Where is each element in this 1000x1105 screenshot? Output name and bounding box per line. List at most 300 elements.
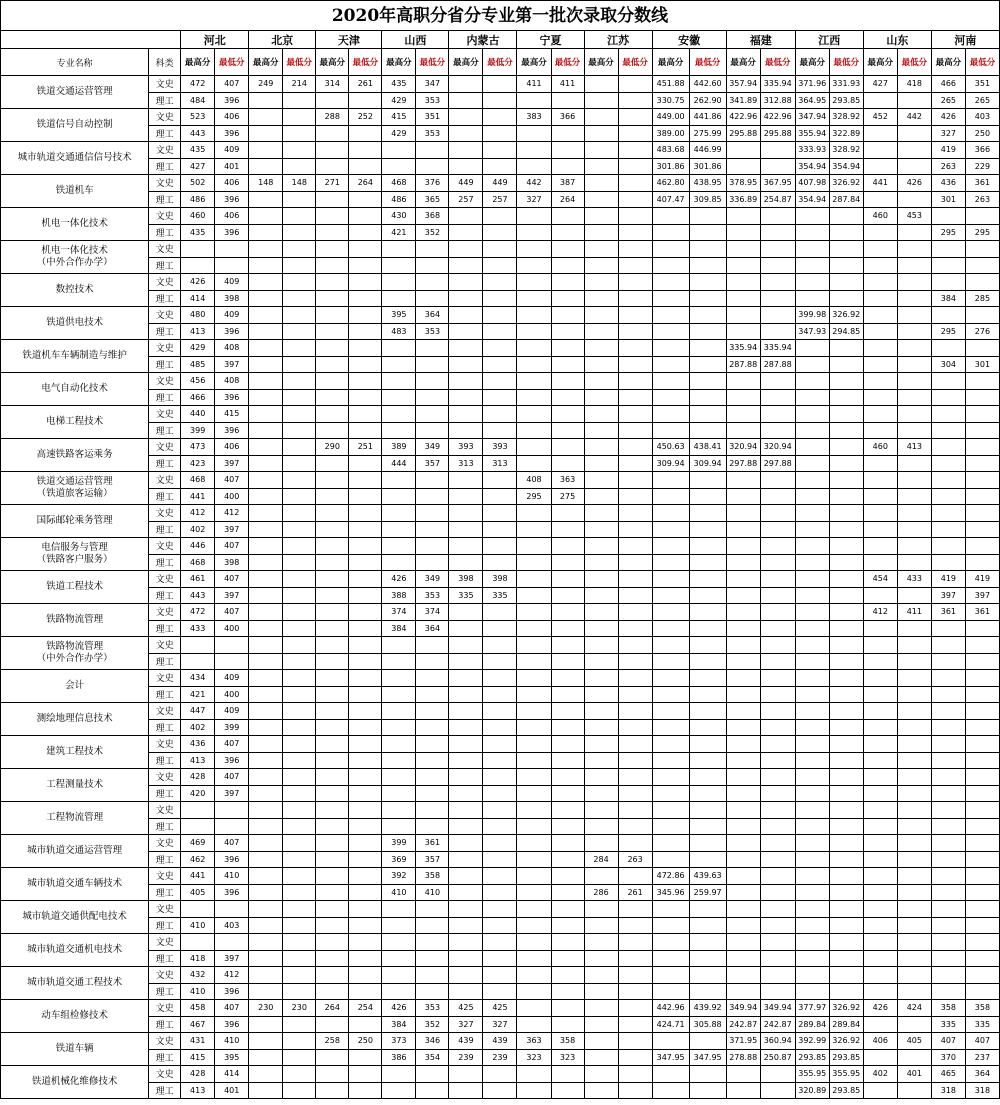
low-score-cell xyxy=(349,422,382,439)
low-score-cell xyxy=(897,406,931,423)
low-score-cell xyxy=(618,175,652,192)
low-score-cell: 363 xyxy=(551,472,584,489)
low-score-cell xyxy=(965,554,999,571)
low-score-cell xyxy=(965,851,999,868)
high-score-cell xyxy=(726,950,760,967)
low-score-cell xyxy=(689,917,726,934)
low-score-cell xyxy=(349,802,382,819)
high-score-cell: 426 xyxy=(382,1000,416,1017)
low-score-cell xyxy=(618,224,652,241)
high-score-cell xyxy=(449,406,483,423)
low-score-cell xyxy=(551,785,584,802)
low-score-cell xyxy=(829,488,863,505)
high-score-cell: 399 xyxy=(181,422,215,439)
low-score-cell xyxy=(829,620,863,637)
low-score-cell xyxy=(897,356,931,373)
low-score-cell xyxy=(551,703,584,720)
high-score-header: 最高分 xyxy=(726,49,760,76)
high-score-cell xyxy=(382,340,416,357)
low-score-cell xyxy=(618,1049,652,1066)
high-score-cell: 432 xyxy=(181,967,215,984)
low-score-cell xyxy=(551,901,584,918)
low-score-cell xyxy=(416,422,449,439)
low-score-cell xyxy=(618,323,652,340)
subject-cell: 文史 xyxy=(149,142,181,159)
high-score-cell xyxy=(249,851,283,868)
high-score-cell xyxy=(652,934,689,951)
high-score-cell: 472 xyxy=(181,604,215,621)
table-row xyxy=(1,769,1000,786)
low-score-cell xyxy=(760,620,795,637)
high-score-cell xyxy=(517,422,551,439)
low-score-cell: 275 xyxy=(551,488,584,505)
table-row xyxy=(1,472,1000,489)
low-score-cell: 442.60 xyxy=(689,76,726,93)
province-header: 山西 xyxy=(382,31,449,49)
high-score-cell: 327 xyxy=(931,125,965,142)
low-score-cell xyxy=(215,653,249,670)
subject-cell: 理工 xyxy=(149,323,181,340)
low-score-cell xyxy=(965,637,999,654)
high-score-cell xyxy=(449,538,483,555)
low-score-cell: 335.94 xyxy=(760,340,795,357)
high-score-cell xyxy=(795,769,829,786)
low-score-cell: 358 xyxy=(965,1000,999,1017)
high-score-cell xyxy=(726,274,760,291)
low-score-cell xyxy=(829,224,863,241)
low-score-cell xyxy=(283,851,316,868)
high-score-cell xyxy=(726,538,760,555)
high-score-cell: 320.94 xyxy=(726,439,760,456)
high-score-cell xyxy=(795,406,829,423)
high-score-cell xyxy=(249,389,283,406)
high-score-cell xyxy=(584,92,618,109)
low-score-cell xyxy=(897,868,931,885)
low-score-cell xyxy=(897,1016,931,1033)
high-score-cell xyxy=(652,389,689,406)
low-score-cell xyxy=(689,1082,726,1099)
high-score-cell xyxy=(863,983,897,1000)
subject-cell: 文史 xyxy=(149,802,181,819)
low-score-cell xyxy=(897,422,931,439)
high-score-cell xyxy=(584,686,618,703)
low-score-cell xyxy=(483,406,517,423)
low-score-cell xyxy=(551,92,584,109)
low-score-cell xyxy=(349,554,382,571)
high-score-cell xyxy=(316,653,349,670)
high-score-cell xyxy=(249,884,283,901)
high-score-cell: 450.63 xyxy=(652,439,689,456)
high-score-cell xyxy=(584,967,618,984)
low-score-cell xyxy=(760,554,795,571)
low-score-cell xyxy=(215,818,249,835)
high-score-cell: 320.89 xyxy=(795,1082,829,1099)
high-score-cell xyxy=(584,158,618,175)
low-score-cell xyxy=(283,686,316,703)
low-score-cell xyxy=(483,703,517,720)
low-score-cell: 328.92 xyxy=(829,109,863,126)
high-score-cell xyxy=(863,455,897,472)
low-score-cell: 309.94 xyxy=(689,455,726,472)
low-score-cell xyxy=(760,323,795,340)
subject-cell: 理工 xyxy=(149,818,181,835)
table-row xyxy=(1,521,1000,538)
high-score-cell: 378.95 xyxy=(726,175,760,192)
major-name: 铁路物流管理 （中外合作办学） xyxy=(1,637,149,670)
high-score-cell xyxy=(931,703,965,720)
low-score-cell xyxy=(349,1049,382,1066)
high-score-cell: 297.88 xyxy=(726,455,760,472)
low-score-cell xyxy=(215,934,249,951)
low-score-cell xyxy=(283,307,316,324)
low-score-cell xyxy=(551,455,584,472)
high-score-cell xyxy=(382,983,416,1000)
high-score-cell: 412 xyxy=(181,505,215,522)
high-score-cell xyxy=(584,389,618,406)
low-score-cell: 364 xyxy=(416,307,449,324)
low-score-cell xyxy=(897,653,931,670)
low-score-cell: 353 xyxy=(416,323,449,340)
high-score-cell xyxy=(517,884,551,901)
high-score-cell xyxy=(249,769,283,786)
high-score-cell xyxy=(449,158,483,175)
low-score-cell: 295 xyxy=(965,224,999,241)
low-score-cell xyxy=(965,719,999,736)
high-score-cell xyxy=(863,257,897,274)
high-score-cell xyxy=(652,637,689,654)
low-score-cell xyxy=(349,1066,382,1083)
high-score-cell xyxy=(249,158,283,175)
low-score-cell xyxy=(283,950,316,967)
high-score-cell xyxy=(249,901,283,918)
low-score-cell xyxy=(349,1016,382,1033)
low-score-cell xyxy=(689,637,726,654)
subject-cell: 理工 xyxy=(149,125,181,142)
low-score-cell xyxy=(551,241,584,258)
low-score-cell: 406 xyxy=(215,175,249,192)
low-score-cell xyxy=(897,686,931,703)
high-score-cell: 335.94 xyxy=(726,340,760,357)
low-score-cell xyxy=(618,142,652,159)
high-score-cell: 429 xyxy=(181,340,215,357)
high-score-cell: 465 xyxy=(931,1066,965,1083)
high-score-cell: 335 xyxy=(449,587,483,604)
high-score-cell xyxy=(316,736,349,753)
low-score-cell xyxy=(829,802,863,819)
high-score-cell xyxy=(449,950,483,967)
low-score-cell: 413 xyxy=(897,439,931,456)
high-score-cell xyxy=(863,785,897,802)
low-score-cell xyxy=(551,950,584,967)
high-score-cell xyxy=(316,455,349,472)
major-name: 城市轨道交通机电技术 xyxy=(1,934,149,967)
table-row xyxy=(1,1016,1000,1033)
high-score-cell: 413 xyxy=(181,752,215,769)
table-row xyxy=(1,290,1000,307)
low-score-cell: 327 xyxy=(483,1016,517,1033)
high-score-cell: 230 xyxy=(249,1000,283,1017)
low-score-cell xyxy=(618,406,652,423)
high-score-cell: 333.93 xyxy=(795,142,829,159)
low-score-cell: 251 xyxy=(349,439,382,456)
low-score-cell xyxy=(760,653,795,670)
low-score-cell xyxy=(897,917,931,934)
high-score-cell xyxy=(517,274,551,291)
low-score-cell xyxy=(965,274,999,291)
high-score-cell xyxy=(517,1082,551,1099)
high-score-cell: 304 xyxy=(931,356,965,373)
low-score-cell: 239 xyxy=(483,1049,517,1066)
high-score-cell xyxy=(726,670,760,687)
high-score-cell xyxy=(316,868,349,885)
high-score-cell xyxy=(726,884,760,901)
high-score-cell xyxy=(795,571,829,588)
low-score-cell xyxy=(965,521,999,538)
low-score-cell xyxy=(416,472,449,489)
low-score-cell xyxy=(349,290,382,307)
high-score-cell xyxy=(726,587,760,604)
subject-cell: 文史 xyxy=(149,571,181,588)
high-score-cell xyxy=(584,1000,618,1017)
table-row xyxy=(1,653,1000,670)
low-score-cell xyxy=(618,439,652,456)
low-score-cell xyxy=(551,505,584,522)
table-row xyxy=(1,785,1000,802)
high-score-cell xyxy=(316,983,349,1000)
high-score-cell xyxy=(316,752,349,769)
high-score-cell xyxy=(863,521,897,538)
low-score-cell xyxy=(349,653,382,670)
high-score-header: 最高分 xyxy=(863,49,897,76)
low-score-cell xyxy=(965,901,999,918)
low-score-cell xyxy=(349,851,382,868)
high-score-cell: 426 xyxy=(863,1000,897,1017)
subject-cell: 理工 xyxy=(149,785,181,802)
low-score-cell: 376 xyxy=(416,175,449,192)
low-score-cell: 318 xyxy=(965,1082,999,1099)
low-score-cell xyxy=(551,637,584,654)
low-score-cell xyxy=(829,917,863,934)
subject-cell: 文史 xyxy=(149,109,181,126)
high-score-cell xyxy=(795,653,829,670)
subject-cell: 理工 xyxy=(149,455,181,472)
low-score-cell xyxy=(283,752,316,769)
low-score-cell xyxy=(483,934,517,951)
low-score-cell xyxy=(416,901,449,918)
low-score-cell: 396 xyxy=(215,92,249,109)
high-score-cell xyxy=(795,950,829,967)
low-score-cell xyxy=(897,290,931,307)
high-score-cell xyxy=(931,967,965,984)
low-score-cell xyxy=(829,208,863,225)
high-score-cell xyxy=(652,818,689,835)
low-score-cell xyxy=(283,1082,316,1099)
high-score-cell xyxy=(726,719,760,736)
low-score-cell xyxy=(483,472,517,489)
low-score-cell xyxy=(965,917,999,934)
high-score-cell: 433 xyxy=(181,620,215,637)
subject-cell: 理工 xyxy=(149,389,181,406)
high-score-cell xyxy=(863,340,897,357)
low-score-cell xyxy=(283,835,316,852)
low-score-cell xyxy=(760,538,795,555)
high-score-cell xyxy=(584,901,618,918)
high-score-cell: 392.99 xyxy=(795,1033,829,1050)
high-score-cell: 440 xyxy=(181,406,215,423)
low-score-cell xyxy=(349,901,382,918)
subject-cell: 理工 xyxy=(149,356,181,373)
high-score-cell: 421 xyxy=(382,224,416,241)
low-score-cell xyxy=(283,1033,316,1050)
low-score-cell: 275.99 xyxy=(689,125,726,142)
high-score-cell xyxy=(931,736,965,753)
high-score-cell xyxy=(316,125,349,142)
low-score-cell: 407 xyxy=(215,472,249,489)
high-score-cell xyxy=(652,505,689,522)
subject-cell: 理工 xyxy=(149,92,181,109)
low-score-cell xyxy=(760,406,795,423)
low-score-cell: 349.94 xyxy=(760,1000,795,1017)
high-score-cell xyxy=(249,241,283,258)
low-score-cell xyxy=(416,356,449,373)
high-score-cell xyxy=(382,554,416,571)
low-score-cell xyxy=(689,356,726,373)
low-score-cell xyxy=(618,538,652,555)
high-score-cell: 413 xyxy=(181,1082,215,1099)
high-score-cell xyxy=(449,868,483,885)
low-score-cell xyxy=(618,241,652,258)
low-score-cell xyxy=(551,835,584,852)
subject-cell: 文史 xyxy=(149,472,181,489)
high-score-cell xyxy=(584,769,618,786)
high-score-cell xyxy=(652,340,689,357)
low-score-cell: 414 xyxy=(215,1066,249,1083)
low-score-cell xyxy=(689,389,726,406)
low-score-cell xyxy=(829,373,863,390)
major-name: 测绘地理信息技术 xyxy=(1,703,149,736)
low-score-cell xyxy=(551,208,584,225)
high-score-cell: 402 xyxy=(181,719,215,736)
low-score-cell xyxy=(618,901,652,918)
low-score-cell xyxy=(897,670,931,687)
low-score-cell xyxy=(551,769,584,786)
subject-cell: 理工 xyxy=(149,851,181,868)
table-row xyxy=(1,241,1000,258)
high-score-cell: 383 xyxy=(517,109,551,126)
low-score-cell xyxy=(760,257,795,274)
high-score-cell xyxy=(249,554,283,571)
high-score-cell xyxy=(382,1066,416,1083)
low-score-cell xyxy=(965,736,999,753)
major-name: 城市轨道交通运营管理 xyxy=(1,835,149,868)
low-score-cell xyxy=(483,1082,517,1099)
low-score-cell xyxy=(416,538,449,555)
high-score-cell: 431 xyxy=(181,1033,215,1050)
low-score-cell: 364 xyxy=(416,620,449,637)
high-score-cell: 239 xyxy=(449,1049,483,1066)
high-score-cell xyxy=(584,521,618,538)
low-score-cell xyxy=(829,703,863,720)
low-score-cell xyxy=(349,620,382,637)
low-score-header: 最低分 xyxy=(897,49,931,76)
low-score-cell xyxy=(215,802,249,819)
low-score-cell xyxy=(965,983,999,1000)
high-score-cell xyxy=(863,653,897,670)
low-score-cell: 237 xyxy=(965,1049,999,1066)
high-score-cell xyxy=(931,934,965,951)
low-score-cell xyxy=(215,241,249,258)
low-score-cell xyxy=(349,835,382,852)
low-score-cell xyxy=(965,752,999,769)
high-score-cell xyxy=(449,901,483,918)
high-score-cell: 264 xyxy=(316,1000,349,1017)
table-row xyxy=(1,851,1000,868)
low-score-cell: 403 xyxy=(215,917,249,934)
low-score-cell: 407 xyxy=(215,538,249,555)
low-score-cell: 366 xyxy=(965,142,999,159)
high-score-cell xyxy=(382,1082,416,1099)
high-score-cell xyxy=(382,719,416,736)
high-score-cell xyxy=(795,455,829,472)
high-score-cell xyxy=(863,290,897,307)
low-score-cell xyxy=(349,142,382,159)
low-score-cell xyxy=(829,868,863,885)
table-row xyxy=(1,208,1000,225)
high-score-cell xyxy=(584,554,618,571)
low-score-cell: 410 xyxy=(416,884,449,901)
subject-cell: 文史 xyxy=(149,406,181,423)
low-score-cell xyxy=(618,785,652,802)
high-score-cell xyxy=(726,571,760,588)
high-score-cell xyxy=(795,851,829,868)
high-score-cell: 472.86 xyxy=(652,868,689,885)
low-score-cell xyxy=(829,538,863,555)
low-score-cell xyxy=(618,422,652,439)
high-score-cell xyxy=(652,670,689,687)
low-score-cell: 229 xyxy=(965,158,999,175)
low-score-cell xyxy=(965,340,999,357)
low-score-cell xyxy=(349,191,382,208)
table-row xyxy=(1,406,1000,423)
low-score-cell: 446.99 xyxy=(689,142,726,159)
high-score-cell xyxy=(795,521,829,538)
high-score-cell xyxy=(584,340,618,357)
high-score-cell xyxy=(795,637,829,654)
high-score-cell: 371.95 xyxy=(726,1033,760,1050)
high-score-cell xyxy=(449,769,483,786)
low-score-cell: 250 xyxy=(965,125,999,142)
low-score-cell xyxy=(349,340,382,357)
low-score-cell: 396 xyxy=(215,224,249,241)
high-score-cell xyxy=(449,142,483,159)
low-score-cell xyxy=(897,521,931,538)
subject-cell: 文史 xyxy=(149,901,181,918)
high-score-cell: 386 xyxy=(382,1049,416,1066)
high-score-cell xyxy=(652,604,689,621)
low-score-cell xyxy=(349,604,382,621)
high-score-cell xyxy=(863,241,897,258)
low-score-cell xyxy=(483,307,517,324)
low-score-cell xyxy=(829,983,863,1000)
high-score-cell xyxy=(931,455,965,472)
high-score-cell xyxy=(517,455,551,472)
table-row xyxy=(1,571,1000,588)
high-score-cell: 407.47 xyxy=(652,191,689,208)
high-score-cell xyxy=(863,142,897,159)
high-score-cell xyxy=(517,868,551,885)
subject-cell: 文史 xyxy=(149,1033,181,1050)
low-score-cell xyxy=(551,307,584,324)
